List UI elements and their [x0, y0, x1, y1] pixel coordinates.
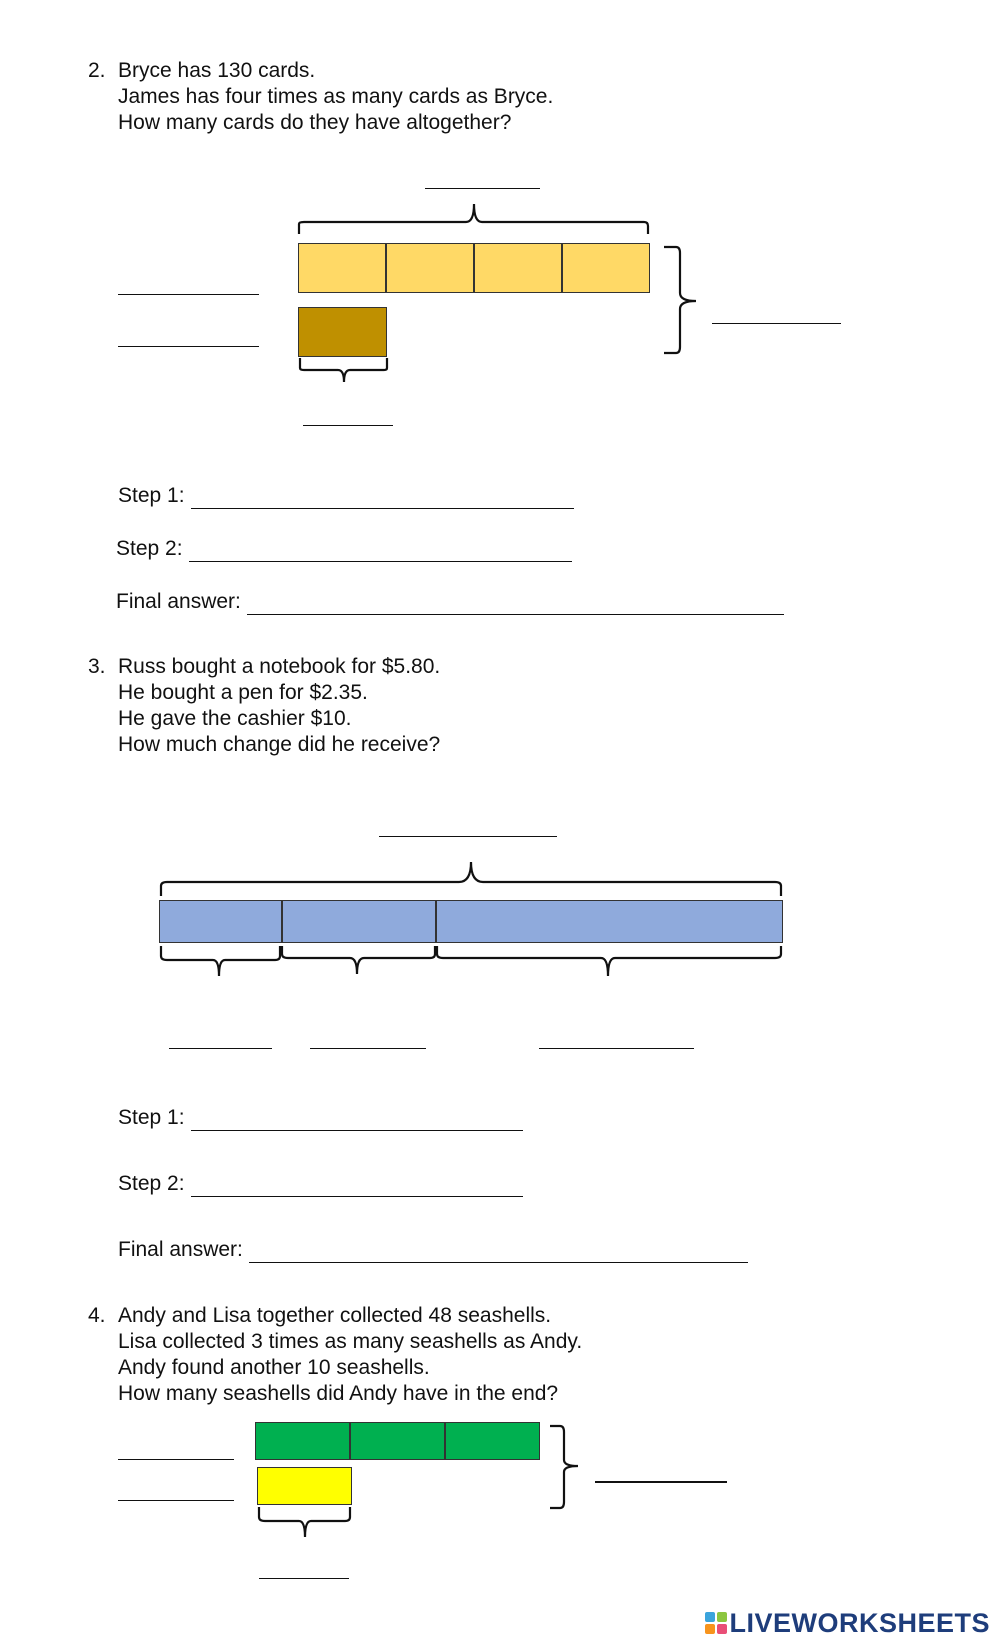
q2-final-answer-blank[interactable]: [247, 594, 784, 615]
liveworksheets-logo-icon: [705, 1612, 727, 1634]
question-3-number: 3.: [88, 655, 106, 678]
question-4-line-2: Lisa collected 3 times as many seashells as Andy.: [118, 1330, 583, 1353]
q2-label-james-blank[interactable]: [118, 294, 259, 295]
q2-step-1: [118, 483, 574, 509]
q4-right-brace: [548, 1424, 582, 1510]
q4-label-andy-blank[interactable]: [118, 1500, 234, 1501]
q4-lisa-unit-2: [350, 1422, 445, 1460]
q3-notebook-blank[interactable]: [169, 1048, 272, 1049]
q4-bottom-brace: [257, 1505, 355, 1539]
q3-change-segment: [436, 900, 783, 943]
question-3-line-1: Russ bought a notebook for $5.80.: [118, 655, 441, 678]
question-3-line-3: He gave the cashier $10.: [118, 707, 352, 730]
q2-james-unit-3: [474, 243, 562, 293]
q3-brace-notebook: [159, 944, 283, 980]
q3-final-answer-blank[interactable]: [249, 1242, 748, 1263]
q2-james-unit-2: [386, 243, 474, 293]
q3-total-blank[interactable]: [379, 836, 557, 837]
q3-final-answer-label: Final answer:: [118, 1238, 243, 1261]
q3-step-1-blank[interactable]: [191, 1110, 523, 1131]
question-3-line-4: How much change did he receive?: [118, 733, 441, 756]
q4-label-lisa-blank[interactable]: [118, 1459, 234, 1460]
q3-change-blank[interactable]: [539, 1048, 694, 1049]
question-2-line-3: How many cards do they have altogether?: [118, 111, 512, 134]
question-4-line-1: Andy and Lisa together collected 48 seashells.: [118, 1304, 552, 1327]
q3-pen-segment: [282, 900, 436, 943]
q3-step-1-label: Step 1:: [118, 1106, 185, 1129]
q2-altogether-blank[interactable]: [712, 323, 841, 324]
q2-top-brace: [298, 200, 650, 236]
q4-lisa-unit-1: [255, 1422, 350, 1460]
question-4-line-4: How many seashells did Andy have in the end?: [118, 1382, 559, 1405]
q2-step-1-label: Step 1:: [118, 484, 185, 507]
q2-step-2-blank[interactable]: [189, 541, 572, 562]
liveworksheets-logo: [705, 1608, 990, 1639]
q3-brace-change: [435, 944, 785, 980]
q3-brace-pen: [280, 944, 438, 980]
question-4-line-3: Andy found another 10 seashells.: [118, 1356, 430, 1379]
q4-unit-blank[interactable]: [259, 1578, 349, 1579]
q2-james-unit-1: [298, 243, 386, 293]
question-4-number: 4.: [88, 1304, 106, 1327]
q2-label-bryce-blank[interactable]: [118, 346, 259, 347]
q3-final-answer: [118, 1237, 748, 1263]
q3-notebook-segment: [159, 900, 282, 943]
q4-andy-unit: [257, 1467, 352, 1505]
liveworksheets-logo-text: LIVEWORKSHEETS: [729, 1608, 990, 1638]
q3-step-1: [118, 1105, 523, 1131]
q3-step-2: [118, 1171, 523, 1197]
q2-total-blank[interactable]: [425, 188, 540, 189]
q3-top-brace: [159, 858, 785, 898]
q2-right-brace: [662, 245, 698, 357]
q3-pen-blank[interactable]: [310, 1048, 426, 1049]
q2-final-answer-label: Final answer:: [116, 590, 241, 613]
q3-step-2-blank[interactable]: [191, 1176, 523, 1197]
question-3-line-2: He bought a pen for $2.35.: [118, 681, 368, 704]
q2-step-2: [116, 536, 572, 562]
q2-unit-blank[interactable]: [303, 425, 393, 426]
q4-lisa-unit-3: [445, 1422, 540, 1460]
question-2-line-2: James has four times as many cards as Bryce.: [118, 85, 554, 108]
q2-step-1-blank[interactable]: [191, 488, 574, 509]
question-2-number: 2.: [88, 59, 106, 82]
q2-step-2-label: Step 2:: [116, 537, 183, 560]
q2-james-unit-4: [562, 243, 650, 293]
question-2-line-1: Bryce has 130 cards.: [118, 59, 316, 82]
q3-step-2-label: Step 2:: [118, 1172, 185, 1195]
q4-total-blank[interactable]: [595, 1481, 727, 1483]
q2-bryce-unit: [298, 307, 387, 357]
q2-bottom-brace: [298, 356, 390, 384]
q2-final-answer: [116, 589, 784, 615]
